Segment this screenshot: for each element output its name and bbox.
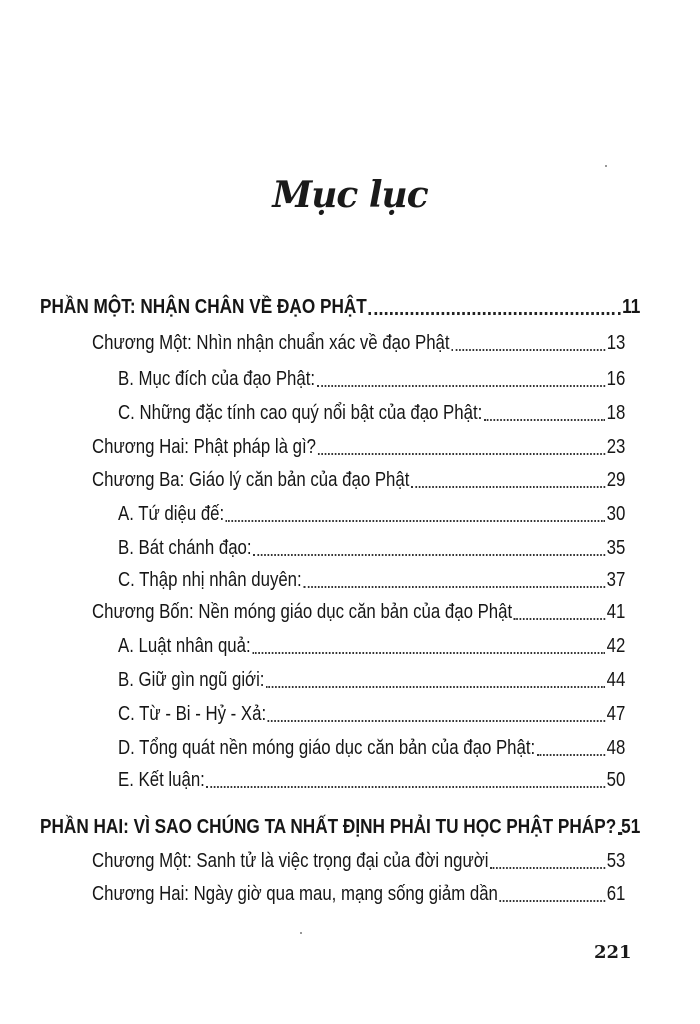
dot-leader [317, 385, 605, 387]
dot-leader [500, 900, 605, 902]
dot-leader [514, 618, 605, 620]
toc-entry-page: 42 [606, 635, 626, 657]
dot-leader [303, 586, 605, 588]
dot-leader [266, 686, 605, 688]
toc-entry-page: 29 [606, 469, 626, 491]
toc-entry-page: 53 [606, 850, 626, 872]
toc-entry-label: B. Mục đích của đạo Phật: [118, 368, 316, 390]
toc-entry-label: E. Kết luận: [118, 769, 205, 791]
toc-entry [118, 567, 625, 593]
print-speck [300, 932, 302, 934]
dot-leader [369, 312, 621, 315]
toc-entry-page: 41 [606, 601, 626, 623]
toc-entry-label: Chương Hai: Phật pháp là gì? [92, 436, 317, 458]
toc-entry-part-two [40, 814, 640, 840]
print-speck [605, 165, 607, 167]
toc-entry-label: Chương Một: Sanh tử là việc trọng đại của đời người [92, 850, 489, 872]
page-title: Mục lục [272, 174, 428, 216]
toc-entry-label: A. Tứ diệu đế: [118, 503, 225, 525]
toc-entry [118, 667, 625, 693]
dot-leader [411, 486, 605, 488]
toc-entry-label: PHẦN MỘT: NHẬN CHÂN VỀ ĐẠO PHẬT [40, 296, 367, 318]
dot-leader [226, 520, 605, 522]
toc-entry-label: B. Giữ gìn ngũ giới: [118, 669, 265, 691]
toc-entry-label: C. Thập nhị nhân duyên: [118, 569, 302, 591]
toc-entry-label: Chương Hai: Ngày giờ qua mau, mạng sống giảm dần [92, 883, 498, 905]
toc-entry-label: C. Từ - Bi - Hỷ - Xả: [118, 703, 267, 725]
toc-entry [92, 467, 625, 493]
toc-entry-label: Chương Ba: Giáo lý căn bản của đạo Phật [92, 469, 410, 491]
dot-leader [451, 349, 605, 351]
toc-entry [92, 434, 625, 460]
toc-entry-page: 35 [606, 537, 626, 559]
toc-entry [92, 599, 625, 625]
toc-entry [118, 366, 625, 392]
toc-entry [118, 400, 625, 426]
toc-entry-label: B. Bát chánh đạo: [118, 537, 252, 559]
toc-entry-page: 44 [606, 669, 626, 691]
toc-entry-page: 48 [606, 737, 626, 759]
toc-entry [92, 881, 625, 907]
toc-entry [118, 535, 625, 561]
toc-entry-page: 30 [606, 503, 626, 525]
toc-entry [92, 330, 625, 356]
toc-entry-label: D. Tổng quát nền móng giáo dục căn bản của đạo Phật: [118, 737, 536, 759]
toc-entry-page: 13 [606, 332, 626, 354]
dot-leader [268, 720, 605, 722]
toc-entry-page: 50 [606, 769, 626, 791]
toc-entry [92, 848, 625, 874]
toc-entry-page: 11 [622, 296, 641, 318]
toc-entry-page: 16 [606, 368, 626, 390]
toc-entry-page: 18 [606, 402, 626, 424]
page-number: 221 [594, 942, 632, 963]
toc-entry [118, 501, 625, 527]
dot-leader [490, 867, 605, 869]
toc-entry-part-one [40, 294, 640, 320]
toc-entry-page: 47 [606, 703, 626, 725]
toc-entry [118, 701, 625, 727]
dot-leader [207, 786, 605, 788]
toc-entry-page: 23 [606, 436, 626, 458]
dot-leader [484, 419, 605, 421]
toc-entry-label: PHẦN HAI: VÌ SAO CHÚNG TA NHẤT ĐỊNH PHẢI TU HỌC PHẬT PHÁP? [40, 816, 617, 838]
toc-entry-label: Chương Bốn: Nền móng giáo dục căn bản của đạo Phật [92, 601, 513, 623]
toc-entry [118, 735, 625, 761]
toc-entry-page: 51 [621, 816, 641, 838]
toc-entry-label: C. Những đặc tính cao quý nổi bật của đạo Phật: [118, 402, 483, 424]
dot-leader [537, 754, 605, 756]
toc-entry-label: A. Luật nhân quả: [118, 635, 251, 657]
toc-entry-label: Chương Một: Nhìn nhận chuẩn xác về đạo Phật [92, 332, 450, 354]
dot-leader [253, 554, 605, 556]
toc-entry [118, 633, 625, 659]
dot-leader [252, 652, 605, 654]
dot-leader [618, 832, 620, 835]
toc-entry-page: 61 [606, 883, 626, 905]
dot-leader [318, 453, 605, 455]
toc-entry [118, 767, 625, 793]
toc-entry-page: 37 [606, 569, 626, 591]
